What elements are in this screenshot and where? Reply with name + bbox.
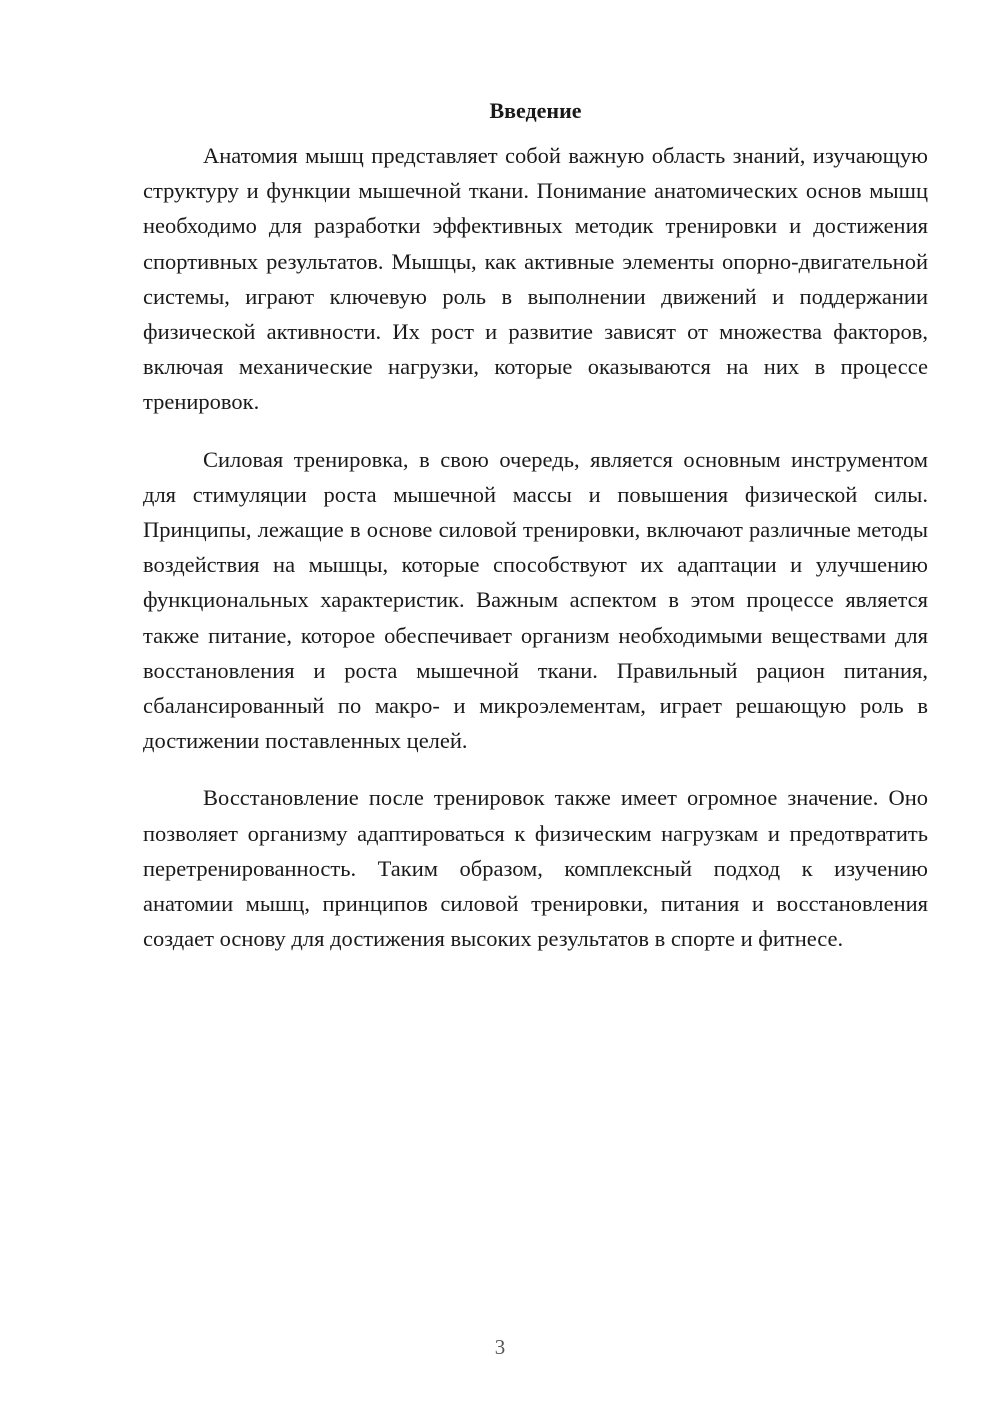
paragraph-anatomy: Анатомия мышц представляет собой важную область знаний, изучающую структуру и функции мышечной ткани. Понимание анатомических основ мышц необходимо для разработки эффективных методик тренировки и достижения спортивных результатов. Мышцы, как активные элементы опорно-двигательной системы, играют ключевую роль в выполнении движений и поддержании физической активности. Их рост и развитие зависят от множества факторов, включая механические нагрузки, которые оказываются на них в процессе тренировок. <box>143 143 928 415</box>
paragraph-recovery: Восстановление после тренировок также имеет огромное значение. Оно позволяет организму адаптироваться к физическим нагрузкам и предотвратить перетренированность. Таким образом, комплексный подход к изучению анатомии мышц, принципов силовой тренировки, питания и восстановления создает основу для достижения высоких результатов в спорте и фитнесе. <box>143 785 928 952</box>
page-number: 3 <box>494 1335 506 1359</box>
page-content <box>143 96 928 978</box>
paragraph-strength-training: Силовая тренировка, в свою очередь, является основным инструментом для стимуляции роста мышечной массы и повышения физической силы. Принципы, лежащие в основе силовой тренировки, включают различные методы воздействия на мышцы, которые способствуют их адаптации и улучшению функциональных характеристик. Важным аспектом в этом процессе является также питание, которое обеспечивает организм необходимыми веществами для восстановления и роста мышечной ткани. Правильный рацион питания, сбалансированный по макро- и микроэлементам, играет решающую роль в достижении поставленных целей. <box>143 446 928 754</box>
section-title: Введение <box>489 98 582 123</box>
